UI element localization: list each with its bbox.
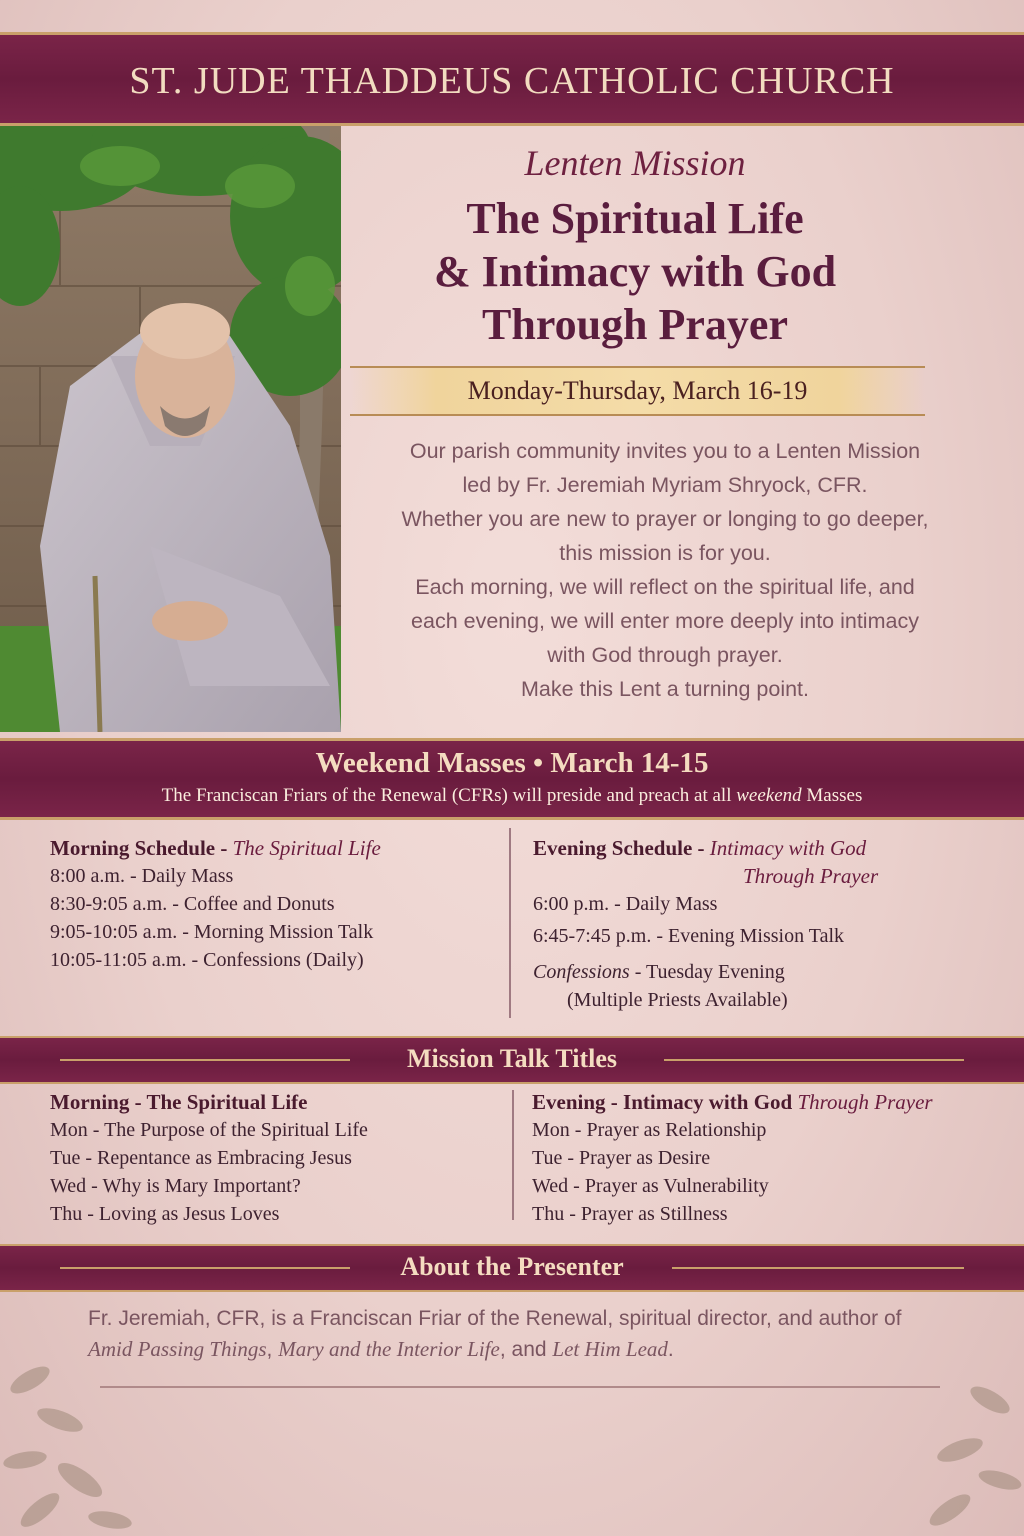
morning-talks (50, 1088, 500, 1228)
weekend-title: Weekend Masses • March 14-15 (315, 747, 709, 779)
morning-schedule (50, 834, 490, 974)
evening-schedule-theme-2: Through Prayer (743, 864, 879, 888)
church-name: ST. JUDE THADDEUS CATHOLIC CHURCH (129, 60, 895, 102)
schedule-item: 6:45-7:45 p.m. - Evening Mission Talk (533, 925, 844, 947)
morning-schedule-label: Morning Schedule (50, 836, 216, 860)
intro-line: each evening, we will enter more deeply into intimacy (411, 609, 919, 633)
mission-intro (345, 434, 985, 706)
evening-schedule-theme-1: Intimacy with God (709, 836, 867, 860)
evening-schedule (533, 834, 993, 1014)
about-heading: About the Presenter (400, 1252, 624, 1281)
weekend-sub-text: The Franciscan Friars of the Renewal (CFRs) will preside and preach at all (161, 785, 737, 806)
weekend-sub-end: Masses (801, 785, 863, 806)
talk-item: Thu - Loving as Jesus Loves (50, 1203, 280, 1225)
weekend-sub-italic: weekend (736, 785, 802, 806)
evening-schedule-heading (533, 834, 993, 862)
talk-item: Thu - Prayer as Stillness (532, 1203, 728, 1225)
about-sep: , and (499, 1338, 553, 1361)
schedule-item: 10:05-11:05 a.m. - Confessions (Daily) (50, 949, 364, 971)
talk-item: Wed - Prayer as Vulnerability (532, 1175, 769, 1197)
morning-schedule-heading (50, 834, 490, 862)
talk-titles-band (0, 1036, 1024, 1084)
evening-schedule-heading-2 (533, 862, 993, 890)
morning-schedule-theme: The Spiritual Life (232, 836, 381, 860)
talk-item: Tue - Prayer as Desire (532, 1147, 711, 1169)
talks-divider (512, 1090, 514, 1220)
talk-item: Wed - Why is Mary Important? (50, 1175, 301, 1197)
about-body: Fr. Jeremiah, CFR, is a Franciscan Friar of the Renewal, spiritual director, and author of (88, 1307, 902, 1330)
evening-schedule-label: Evening Schedule (533, 836, 693, 860)
intro-line: Whether you are new to prayer or longing to go deeper, (401, 507, 929, 531)
book-title: Let Him Lead (552, 1337, 668, 1361)
morning-talks-heading (50, 1088, 500, 1116)
header-band (0, 32, 1024, 126)
mission-dates: Monday-Thursday, March 16-19 (350, 366, 925, 416)
mission-title-line-1: The Spiritual Life (466, 194, 804, 243)
intro-line: Each morning, we will reflect on the spiritual life, and (415, 575, 915, 599)
intro-line: with God through prayer. (547, 643, 783, 667)
confessions-text: - Tuesday Evening (629, 961, 785, 983)
schedule-item: 6:00 p.m. - Daily Mass (533, 893, 718, 915)
talk-item: Mon - Prayer as Relationship (532, 1119, 767, 1141)
about-band (0, 1244, 1024, 1292)
presenter-photo (0, 126, 341, 732)
weekend-masses-band (0, 738, 1024, 820)
foliage-decoration-left (0, 1320, 150, 1536)
evening-talks-theme-italic: Through Prayer (797, 1090, 933, 1114)
talk-titles-heading: Mission Talk Titles (406, 1044, 618, 1073)
mission-title-line-2: & Intimacy with God (433, 247, 837, 296)
heading-separator: - (692, 836, 710, 860)
morning-talks-label: Morning (50, 1090, 130, 1114)
talk-item: Mon - The Purpose of the Spiritual Life (50, 1119, 368, 1141)
weekend-subtitle (0, 785, 1024, 807)
confessions-label: Confessions (533, 961, 630, 983)
intro-line: this mission is for you. (559, 541, 771, 565)
book-title: Amid Passing Things (88, 1337, 267, 1361)
evening-talks-theme: - Intimacy with God (605, 1090, 798, 1114)
book-title: Mary and the Interior Life (278, 1337, 500, 1361)
mission-title (345, 192, 925, 351)
intro-line: led by Fr. Jeremiah Myriam Shryock, CFR. (462, 473, 868, 497)
evening-talks-heading (532, 1088, 1002, 1116)
schedule-item: 9:05-10:05 a.m. - Morning Mission Talk (50, 921, 374, 943)
intro-line: Our parish community invites you to a Lenten Mission (409, 439, 921, 463)
schedule-item: 8:30-9:05 a.m. - Coffee and Donuts (50, 893, 335, 915)
confessions-note: (Multiple Priests Available) (567, 989, 788, 1011)
about-text (88, 1304, 948, 1365)
intro-line: Make this Lent a turning point. (520, 677, 810, 701)
evening-talks (532, 1088, 1002, 1228)
mission-kicker: Lenten Mission (524, 143, 746, 183)
foliage-decoration-right (900, 1360, 1024, 1536)
heading-separator: - (215, 836, 233, 860)
evening-talks-label: Evening (532, 1090, 606, 1114)
mission-title-line-3: Through Prayer (482, 300, 788, 349)
talk-item: Tue - Repentance as Embracing Jesus (50, 1147, 352, 1169)
morning-talks-theme: - The Spiritual Life (129, 1090, 308, 1114)
schedule-item: 8:00 a.m. - Daily Mass (50, 865, 234, 887)
about-sep: , (266, 1338, 279, 1361)
confessions-line (533, 958, 993, 986)
about-end: . (667, 1338, 674, 1361)
bottom-rule (100, 1386, 940, 1388)
schedule-divider (509, 828, 511, 1018)
presenter-illustration (0, 126, 341, 732)
